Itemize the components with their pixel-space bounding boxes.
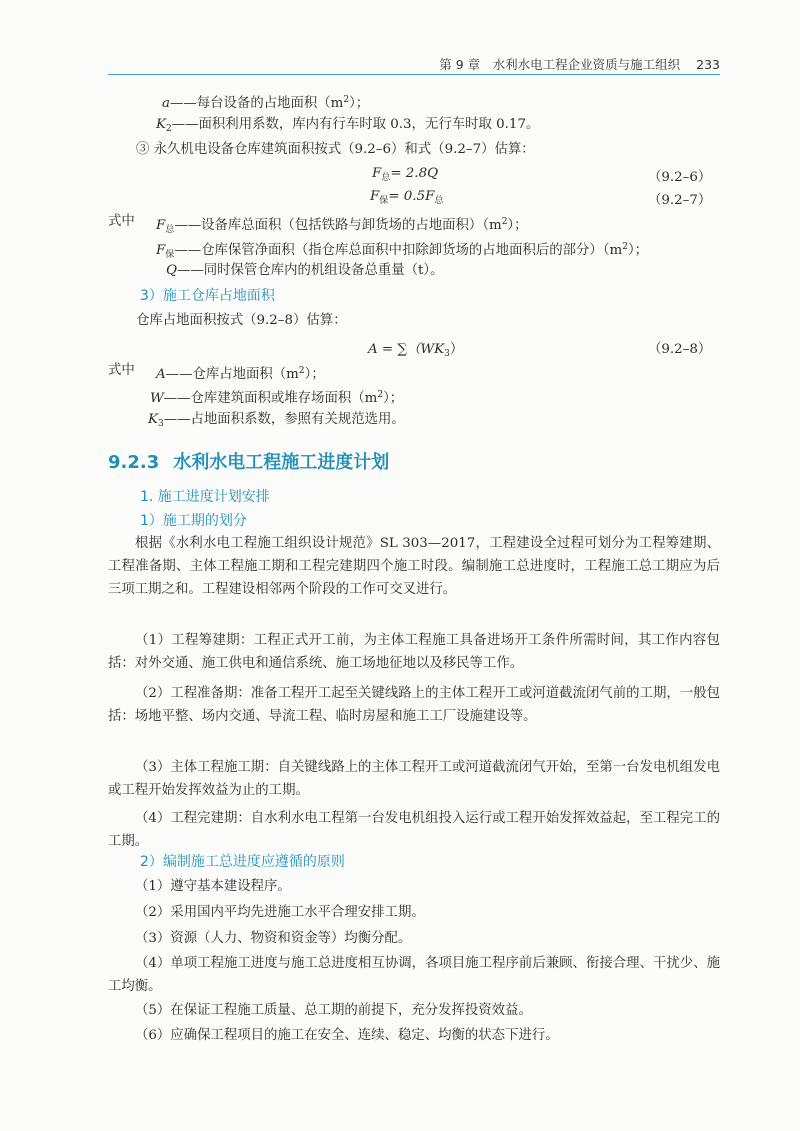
equation-number: （9.2–6） — [648, 170, 712, 185]
equation-number: （9.2–8） — [648, 342, 712, 357]
warehouse-intro: 仓库占地面积按式（9.2–8）估算： — [136, 313, 347, 328]
def-k3: $K_3——$占地面积系数，参照有关规范选用。 — [148, 412, 405, 429]
where-label: 式中 — [108, 214, 135, 229]
section-number: 9.2.3 — [108, 452, 160, 473]
equation-number: （9.2–7） — [648, 193, 712, 208]
principle-item: （3）资源（人力、物资和资金等）均衡分配。 — [135, 931, 412, 946]
period-paragraph: （3）主体工程施工期：自关键线路上的主体工程开工或河道截流闭气开始，至第一台发电机组发电或工程开始发挥效益为止的工期。 — [108, 760, 720, 798]
subheading-periods: 1）施工期的划分 — [140, 513, 247, 529]
period-paragraph: （2）工程准备期：准备工程开工起至关键线路上的主体工程开工或河道截流闭气前的工期，一般包括：场地平整、场内交通、导流工程、临时房屋和施工工厂设施建设等。 — [108, 686, 720, 724]
intro-paragraph: 根据《水利水电工程施工组织设计规范》SL 303—2017，工程建设全过程可划分为工程筹建期、工程准备期、主体工程施工期和工程完建期四个施工时段。编制施工总进度时，工程施工总工期应为后三项工期之和。工程建设相邻两个阶段的工作可交叉进行。 — [108, 536, 720, 597]
chapter-title: 第 9 章 水利水电工程企业资质与施工组织 — [439, 57, 681, 72]
item-3: ③ 永久机电设备仓库建筑面积按式（9.2–6）和式（9.2–7）估算： — [136, 142, 535, 157]
period-paragraph: （4）工程完建期：自水利水电工程第一台发电机组投入运行或工程开始发挥效益起，至工程完工的工期。 — [108, 811, 720, 849]
principle-item: （1）遵守基本建设程序。 — [135, 879, 291, 894]
subheading-principles: 2）编制施工总进度应遵循的原则 — [140, 854, 345, 870]
def-a-area: A——仓库占地面积$(m^2)$； — [156, 366, 325, 382]
principle-item: （2）采用国内平均先进施工水平合理安排工期。 — [135, 905, 425, 920]
def-q: Q——同时保管仓库内的机组设备总重量（t）。 — [166, 263, 444, 278]
running-header — [108, 55, 720, 73]
principle-item: （6）应确保工程项目的施工在安全、连续、稳定、均衡的状态下进行。 — [135, 1028, 559, 1043]
equation-9-2-7: $F_保= 0.5F_总$ — [370, 189, 444, 206]
def-f-total: $F_总——$设备库总面积（包括铁路与卸货场的占地面积）$(m^2)$； — [156, 217, 528, 235]
principle-item: （4）单项工程施工进度与施工总进度相互协调，各项目施工程序前后兼顾、衔接合理、干扰少、施工均衡。 — [108, 956, 720, 994]
section-title — [108, 448, 389, 474]
def-k2: $K_2——$面积利用系数，库内有行车时取 0.3，无行车时取 0.17。 — [156, 117, 540, 134]
subheading-warehouse-area: 3）施工仓库占地面积 — [140, 288, 275, 304]
where-label: 式中 — [108, 363, 135, 378]
equation-9-2-6: $F_总= 2.8Q$ — [372, 166, 439, 183]
subheading-schedule: 1. 施工进度计划安排 — [140, 489, 270, 505]
principle-item: （5）在保证工程施工质量、总工期的前提下，充分发挥投资效益。 — [135, 1003, 532, 1018]
period-paragraph: （1）工程筹建期：工程正式开工前，为主体工程施工具备进场开工条件所需时间，其工作内容包括：对外交通、施工供电和通信系统、施工场地征地以及移民等工作。 — [108, 633, 720, 671]
def-w: W——仓库建筑面积或堆存场面积$(m^2)$； — [150, 390, 404, 406]
page-number: 233 — [696, 57, 720, 72]
equation-9-2-8: $A = \sum(WK_3)$ — [368, 342, 464, 359]
header-rule — [108, 74, 720, 75]
def-a: a——每台设备的占地面积$(m^2)$； — [162, 95, 370, 111]
section-heading: 水利水电工程施工进度计划 — [173, 452, 390, 473]
def-f-keep: $F_保——$仓库保管净面积（指仓库总面积中扣除卸货场的占地面积后的部分）$(m^2)$； — [156, 242, 649, 260]
